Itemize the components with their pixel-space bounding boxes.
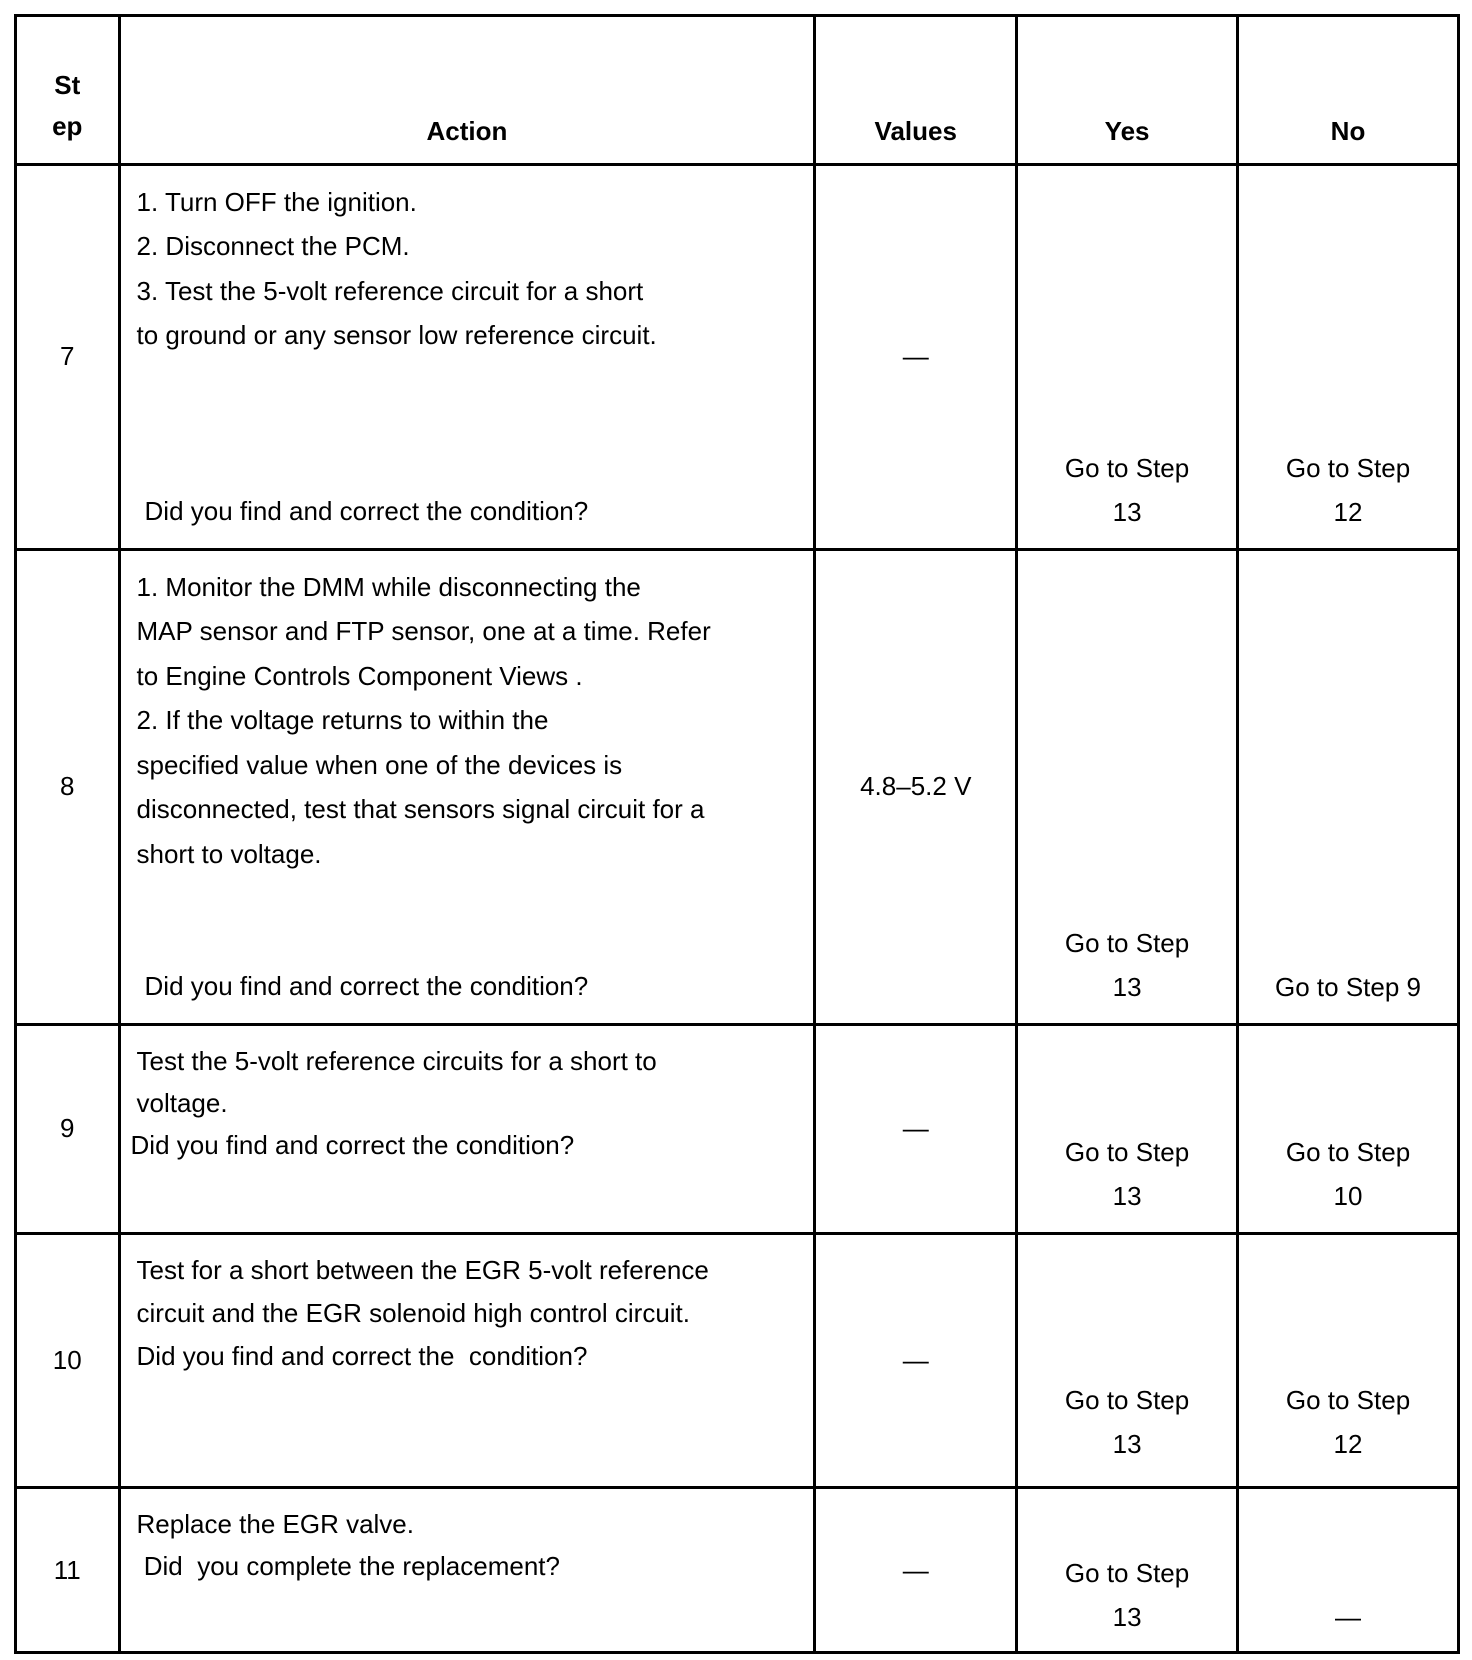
- no-link[interactable]: Go to Step 12: [1285, 1385, 1411, 1460]
- diagnostic-table: [14, 14, 1460, 1654]
- action-line: Did you find and correct the condition?: [136, 1341, 588, 1372]
- step-number: 9: [16, 1024, 120, 1233]
- yes-cell: [1017, 549, 1238, 1024]
- value-cell: —: [815, 164, 1017, 549]
- action-line: Test for a short between the EGR 5-volt reference: [136, 1255, 709, 1286]
- table-row: [16, 549, 1459, 1024]
- header-action: Action: [119, 16, 815, 165]
- yes-link[interactable]: Go to Step 13: [1064, 1137, 1190, 1212]
- value-cell: 4.8–5.2 V: [815, 549, 1017, 1024]
- action-line: 2. Disconnect the PCM.: [136, 231, 410, 262]
- no-value: —: [1335, 1602, 1362, 1632]
- action-cell: [119, 1488, 815, 1653]
- no-cell: [1238, 1024, 1459, 1233]
- no-link[interactable]: Go to Step 10: [1285, 1137, 1411, 1212]
- action-cell: [119, 1024, 815, 1233]
- header-no: No: [1238, 16, 1459, 165]
- yes-cell: [1017, 1234, 1238, 1488]
- header-values: Values: [815, 16, 1017, 165]
- action-question: Did you find and correct the condition?: [144, 971, 589, 1002]
- no-cell: [1238, 1488, 1459, 1653]
- table-row: [16, 1234, 1459, 1488]
- action-line: specified value when one of the devices is: [136, 749, 623, 780]
- action-line: Test the 5-volt reference circuits for a short to: [136, 1045, 657, 1076]
- yes-cell: [1017, 1488, 1238, 1653]
- action-line: short to voltage.: [136, 838, 322, 869]
- step-number: 7: [16, 164, 120, 549]
- action-line: 1. Turn OFF the ignition.: [136, 186, 417, 217]
- header-yes: Yes: [1017, 16, 1238, 165]
- action-line: to Engine Controls Component Views .: [136, 660, 583, 691]
- step-number: 11: [16, 1488, 120, 1653]
- yes-cell: [1017, 1024, 1238, 1233]
- action-cell: [119, 1234, 815, 1488]
- step-number: 8: [16, 549, 120, 1024]
- no-link[interactable]: Go to Step 12: [1285, 452, 1411, 527]
- no-link[interactable]: Go to Step 9: [1275, 971, 1421, 1002]
- action-line: 1. Monitor the DMM while disconnecting the: [136, 571, 641, 602]
- action-cell: [119, 164, 815, 549]
- action-line: Did you find and correct the condition?: [130, 1129, 575, 1160]
- table-row: [16, 164, 1459, 549]
- yes-link[interactable]: Go to Step 13: [1064, 1558, 1190, 1632]
- yes-link[interactable]: Go to Step 13: [1064, 927, 1190, 1002]
- action-line: circuit and the EGR solenoid high control circuit.: [136, 1298, 691, 1329]
- action-line: 3. Test the 5-volt reference circuit for a short: [136, 275, 644, 306]
- action-line: disconnected, test that sensors signal circuit for a: [136, 794, 705, 825]
- action-line: voltage.: [136, 1087, 228, 1118]
- no-cell: [1238, 164, 1459, 549]
- action-question: Did you find and correct the condition?: [144, 496, 589, 527]
- table-row: [16, 1024, 1459, 1233]
- action-line: 2. If the voltage returns to within the: [136, 705, 549, 736]
- value-cell: —: [815, 1024, 1017, 1233]
- table-row: [16, 1488, 1459, 1653]
- yes-cell: [1017, 164, 1238, 549]
- no-cell: [1238, 549, 1459, 1024]
- no-cell: [1238, 1234, 1459, 1488]
- yes-link[interactable]: Go to Step 13: [1064, 452, 1190, 527]
- step-number: 10: [16, 1234, 120, 1488]
- value-cell: —: [815, 1488, 1017, 1653]
- action-line: to ground or any sensor low reference circuit.: [136, 320, 657, 351]
- header-step: St ep: [16, 16, 120, 165]
- action-line: Did you complete the replacement?: [136, 1551, 560, 1582]
- action-cell: [119, 549, 815, 1024]
- value-cell: —: [815, 1234, 1017, 1488]
- table-header-row: [16, 16, 1459, 165]
- action-line: Replace the EGR valve.: [136, 1509, 414, 1540]
- yes-link[interactable]: Go to Step 13: [1064, 1385, 1190, 1460]
- action-line: MAP sensor and FTP sensor, one at a time. Refer: [136, 616, 711, 647]
